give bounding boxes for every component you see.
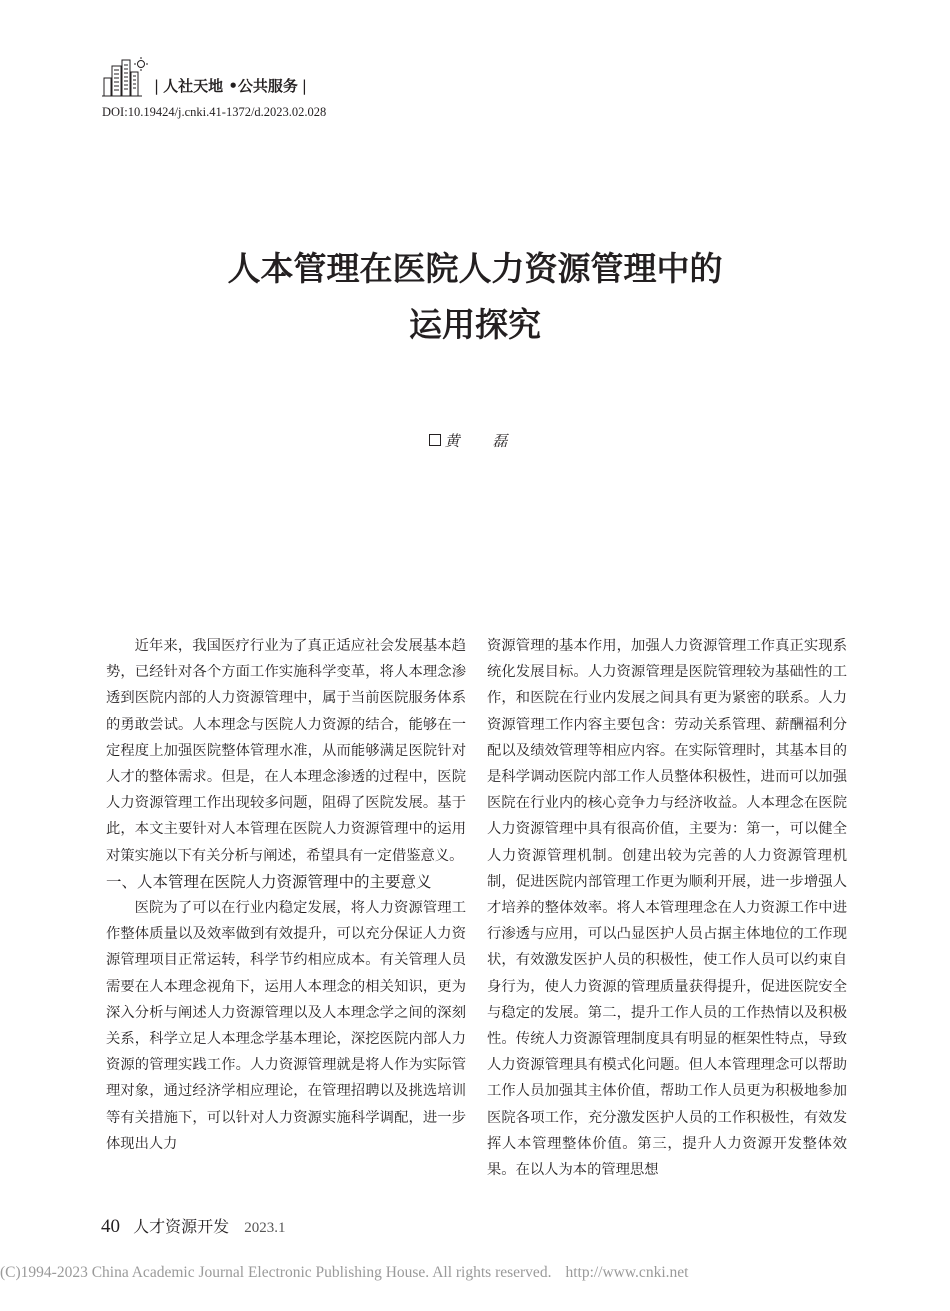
subcolumn-name: •公共服务 — [228, 77, 298, 95]
column-name: 人社天地 — [163, 77, 224, 95]
body-column-left — [106, 633, 466, 1157]
author-box-icon — [429, 434, 441, 446]
page-footer — [101, 1214, 285, 1238]
body-column-right — [487, 633, 847, 1183]
journal-header — [102, 52, 502, 122]
page-number: 40 — [101, 1216, 120, 1237]
author-line — [0, 430, 950, 451]
title-line-1: 人本管理在医院人力资源管理中的 — [227, 249, 723, 288]
cnki-url[interactable]: http://www.cnki.net — [565, 1264, 689, 1281]
paragraph: 资源管理的基本作用，加强人力资源管理工作真正实现系统化发展目标。人力资源管理是医院管理较为基础性的工作，和医院在行业内发展之间具有更为紧密的联系。人力资源管理工作内容主要包含：劳动关系管理、薪酬福利分配以及绩效管理等相应内容。在实际管理时，其基本目的是科学调动医院内部工作人员整体积极性，进而可以加强医院在行业内的核心竞争力与经济收益。人本理念在医院人力资源管理中具有很高价值，主要为：第一，可以健全人力资源管理机制。创建出较为完善的人力资源管理机制，促进医院内部管理工作更为顺利开展，进一步增强人才培养的整体效率。将人本管理理念在人力资源工作中进行渗透与应用，可以凸显医护人员占据主体地位的工作现状，有效激发医护人员的积极性，使工作人员可以约束自身行为，使人力资源的管理质量获得提升，促进医院安全与稳定的发展。第二，提升工作人员的工作热情以及积极性。传统人力资源管理制度具有明显的框架性特点，导致人力资源管理具有模式化问题。但人本管理理念可以帮助工作人员加强其主体价值，帮助工作人员更为积极地参加医院各项工作，充分激发医护人员的工作积极性，有效发挥人本管理整体价值。第三，提升人力资源开发整体效果。在以人为本的管理思想 — [487, 638, 847, 1179]
journal-name: 人才资源开发 — [133, 1217, 230, 1236]
article-title — [0, 241, 950, 353]
section-label — [150, 75, 311, 96]
section-bar-right: | — [301, 77, 307, 95]
copyright-notice — [0, 1264, 688, 1282]
city-building-icon — [102, 56, 148, 98]
paragraph: 近年来，我国医疗行业为了真正适应社会发展基本趋势，已经针对各个方面工作实施科学变革，将人本理念渗透到医院内部的人力资源管理中，属于当前医院服务体系的勇敢尝试。人本理念与医院人力资源的结合，能够在一定程度上加强医院整体管理水准，从而能够满足医院针对人才的整体需求。但是，在人本理念渗透的过程中，医院人力资源管理工作出现较多问题，阻碍了医院发展。基于此，本文主要针对人本管理在医院人力资源管理中的运用对策实施以下有关分析与阐述，希望具有一定借鉴意义。 — [106, 638, 466, 864]
issue-year: 2023.1 — [244, 1220, 286, 1236]
section-bar-left: | — [154, 77, 160, 95]
title-line-2: 运用探究 — [409, 305, 541, 344]
paragraph: 医院为了可以在行业内稳定发展，将人力资源管理工作整体质量以及效率做到有效提升，可以充分保证人力资源管理项目正常运转，科学节约相应成本。有关管理人员需要在人本理念视角下，运用人本理念的相关知识，更为深入分析与阐述人力资源管理以及人本理念学之间的深刻关系，科学立足人本理念学基本理论，深挖医院内部人力资源的管理实践工作。人力资源管理就是将人作为实际管理对象，通过经济学相应理论，在管理招聘以及挑选培训等有关措施下，可以针对人力资源实施科学调配，进一步体现出人力 — [106, 900, 466, 1152]
copyright-text: (C)1994-2023 China Academic Journal Electronic Publishing House. All rights reserved. — [0, 1264, 552, 1281]
doi: DOI:10.19424/j.cnki.41-1372/d.2023.02.028 — [102, 105, 327, 119]
author-name: 黄 磊 — [444, 432, 522, 450]
section-heading: 一、人本管理在医院人力资源管理中的主要意义 — [106, 872, 432, 891]
